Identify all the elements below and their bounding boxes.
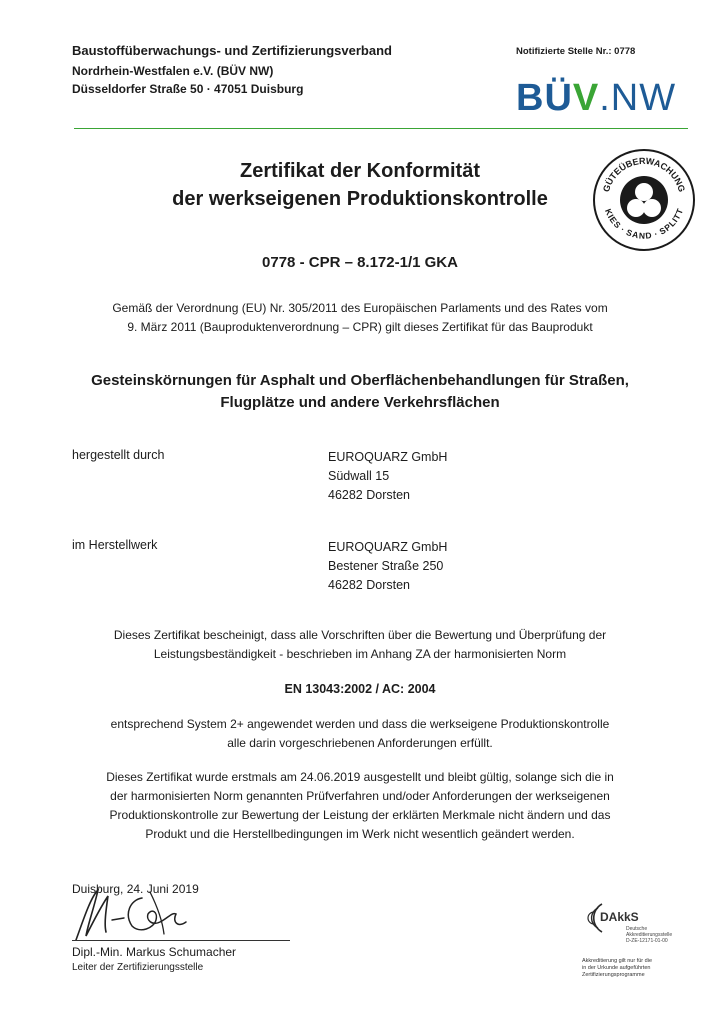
handwritten-signature-icon [68, 884, 198, 944]
org-address: Düsseldorfer Straße 50 · 47051 Duisburg [72, 82, 304, 96]
validity-line1: Dieses Zertifikat wurde erstmals am 24.06.2019 ausgestellt und bleibt gültig, solange sich die in [106, 770, 614, 784]
logo-part2: V [572, 77, 600, 119]
logo-part3: .NW [599, 77, 677, 119]
signature-place-date: Duisburg, 24. Juni 2019 [72, 882, 199, 896]
org-line2: Nordrhein-Westfalen e.V. (BÜV NW) [72, 64, 274, 78]
seal-text-top: GÜTEÜBERWACHUNG [600, 155, 688, 194]
harmonised-norm: EN 13043:2002 / AC: 2004 [284, 682, 436, 696]
statement-line1: Dieses Zertifikat bescheinigt, dass alle Vorschriften über die Bewertung und Überprüfung der [113, 628, 607, 642]
validity-line4: Produkt und die Herstellbedingungen im Werk nicht wesentlich geändert werden. [145, 827, 575, 841]
validity-line3: Produktionskontrolle zur Bewertung der Leistung der erklärten Merkmale nicht ändern und das [109, 808, 611, 822]
manufacturer-city: 46282 Dorsten [328, 488, 411, 502]
org-name: Baustoffüberwachungs- und Zertifizierungsverband [72, 43, 392, 58]
intro-line1: Gemäß der Verordnung (EU) Nr. 305/2011 des Europäischen Parlaments und des Rates vom [112, 301, 608, 315]
dakks-name: DAkkS [600, 910, 639, 924]
buev-nw-logo [516, 76, 686, 120]
manufacturer-name: EUROQUARZ GmbH [328, 450, 448, 464]
manufacturer-label: hergestellt durch [72, 448, 165, 462]
signatory-role: Leiter der Zertifizierungsstelle [72, 962, 204, 973]
logo-part1: BÜ [516, 77, 573, 119]
plant-name: EUROQUARZ GmbH [328, 540, 448, 554]
title-line2: der werkseigenen Produktionskontrolle [172, 188, 548, 210]
validity-line2: der harmonisierten Norm genannten Prüfverfahren und/oder Anforderungen der werkseigenen [110, 789, 610, 803]
title-line1: Zertifikat der Konformität [239, 160, 481, 182]
dakks-sub: Deutsche Akkreditierungsstelle D-ZE-12171-01-00 [626, 926, 673, 944]
dakks-note: Akkreditierung gilt nur für die in der Urkunde aufgeführten Zertifizierungsprogramme [582, 958, 653, 978]
plant-city: 46282 Dorsten [328, 578, 411, 592]
seal-text-bottom: KIES · SAND · SPLITT [603, 207, 685, 241]
manufacturer-street: Südwall 15 [328, 469, 390, 483]
statement-line2: Leistungsbeständigkeit - beschrieben im Anhang ZA der harmonisierten Norm [153, 647, 567, 661]
signature-line [72, 940, 290, 941]
product-line2: Flugplätze und andere Verkehrsflächen [220, 394, 500, 411]
notified-body-number: Notifizierte Stelle Nr.: 0778 [516, 46, 636, 57]
system-line2: alle darin vorgeschriebenen Anforderungen erfüllt. [227, 736, 493, 750]
plant-label: im Herstellwerk [72, 538, 158, 552]
plant-street: Bestener Straße 250 [328, 559, 444, 573]
header-divider [74, 128, 688, 129]
product-line1: Gesteinskörnungen für Asphalt und Oberflächenbehandlungen für Straßen, [91, 372, 629, 389]
quality-seal-icon [592, 148, 696, 252]
certificate-number: 0778 - CPR – 8.172-1/1 GKA [262, 254, 458, 271]
signatory-name: Dipl.-Min. Markus Schumacher [72, 945, 237, 959]
intro-line2: 9. März 2011 (Bauproduktenverordnung – CPR) gilt dieses Zertifikat für das Bauprodukt [127, 320, 593, 334]
system-line1: entsprechend System 2+ angewendet werden und dass die werkseigene Produktionskontrolle [110, 717, 610, 731]
